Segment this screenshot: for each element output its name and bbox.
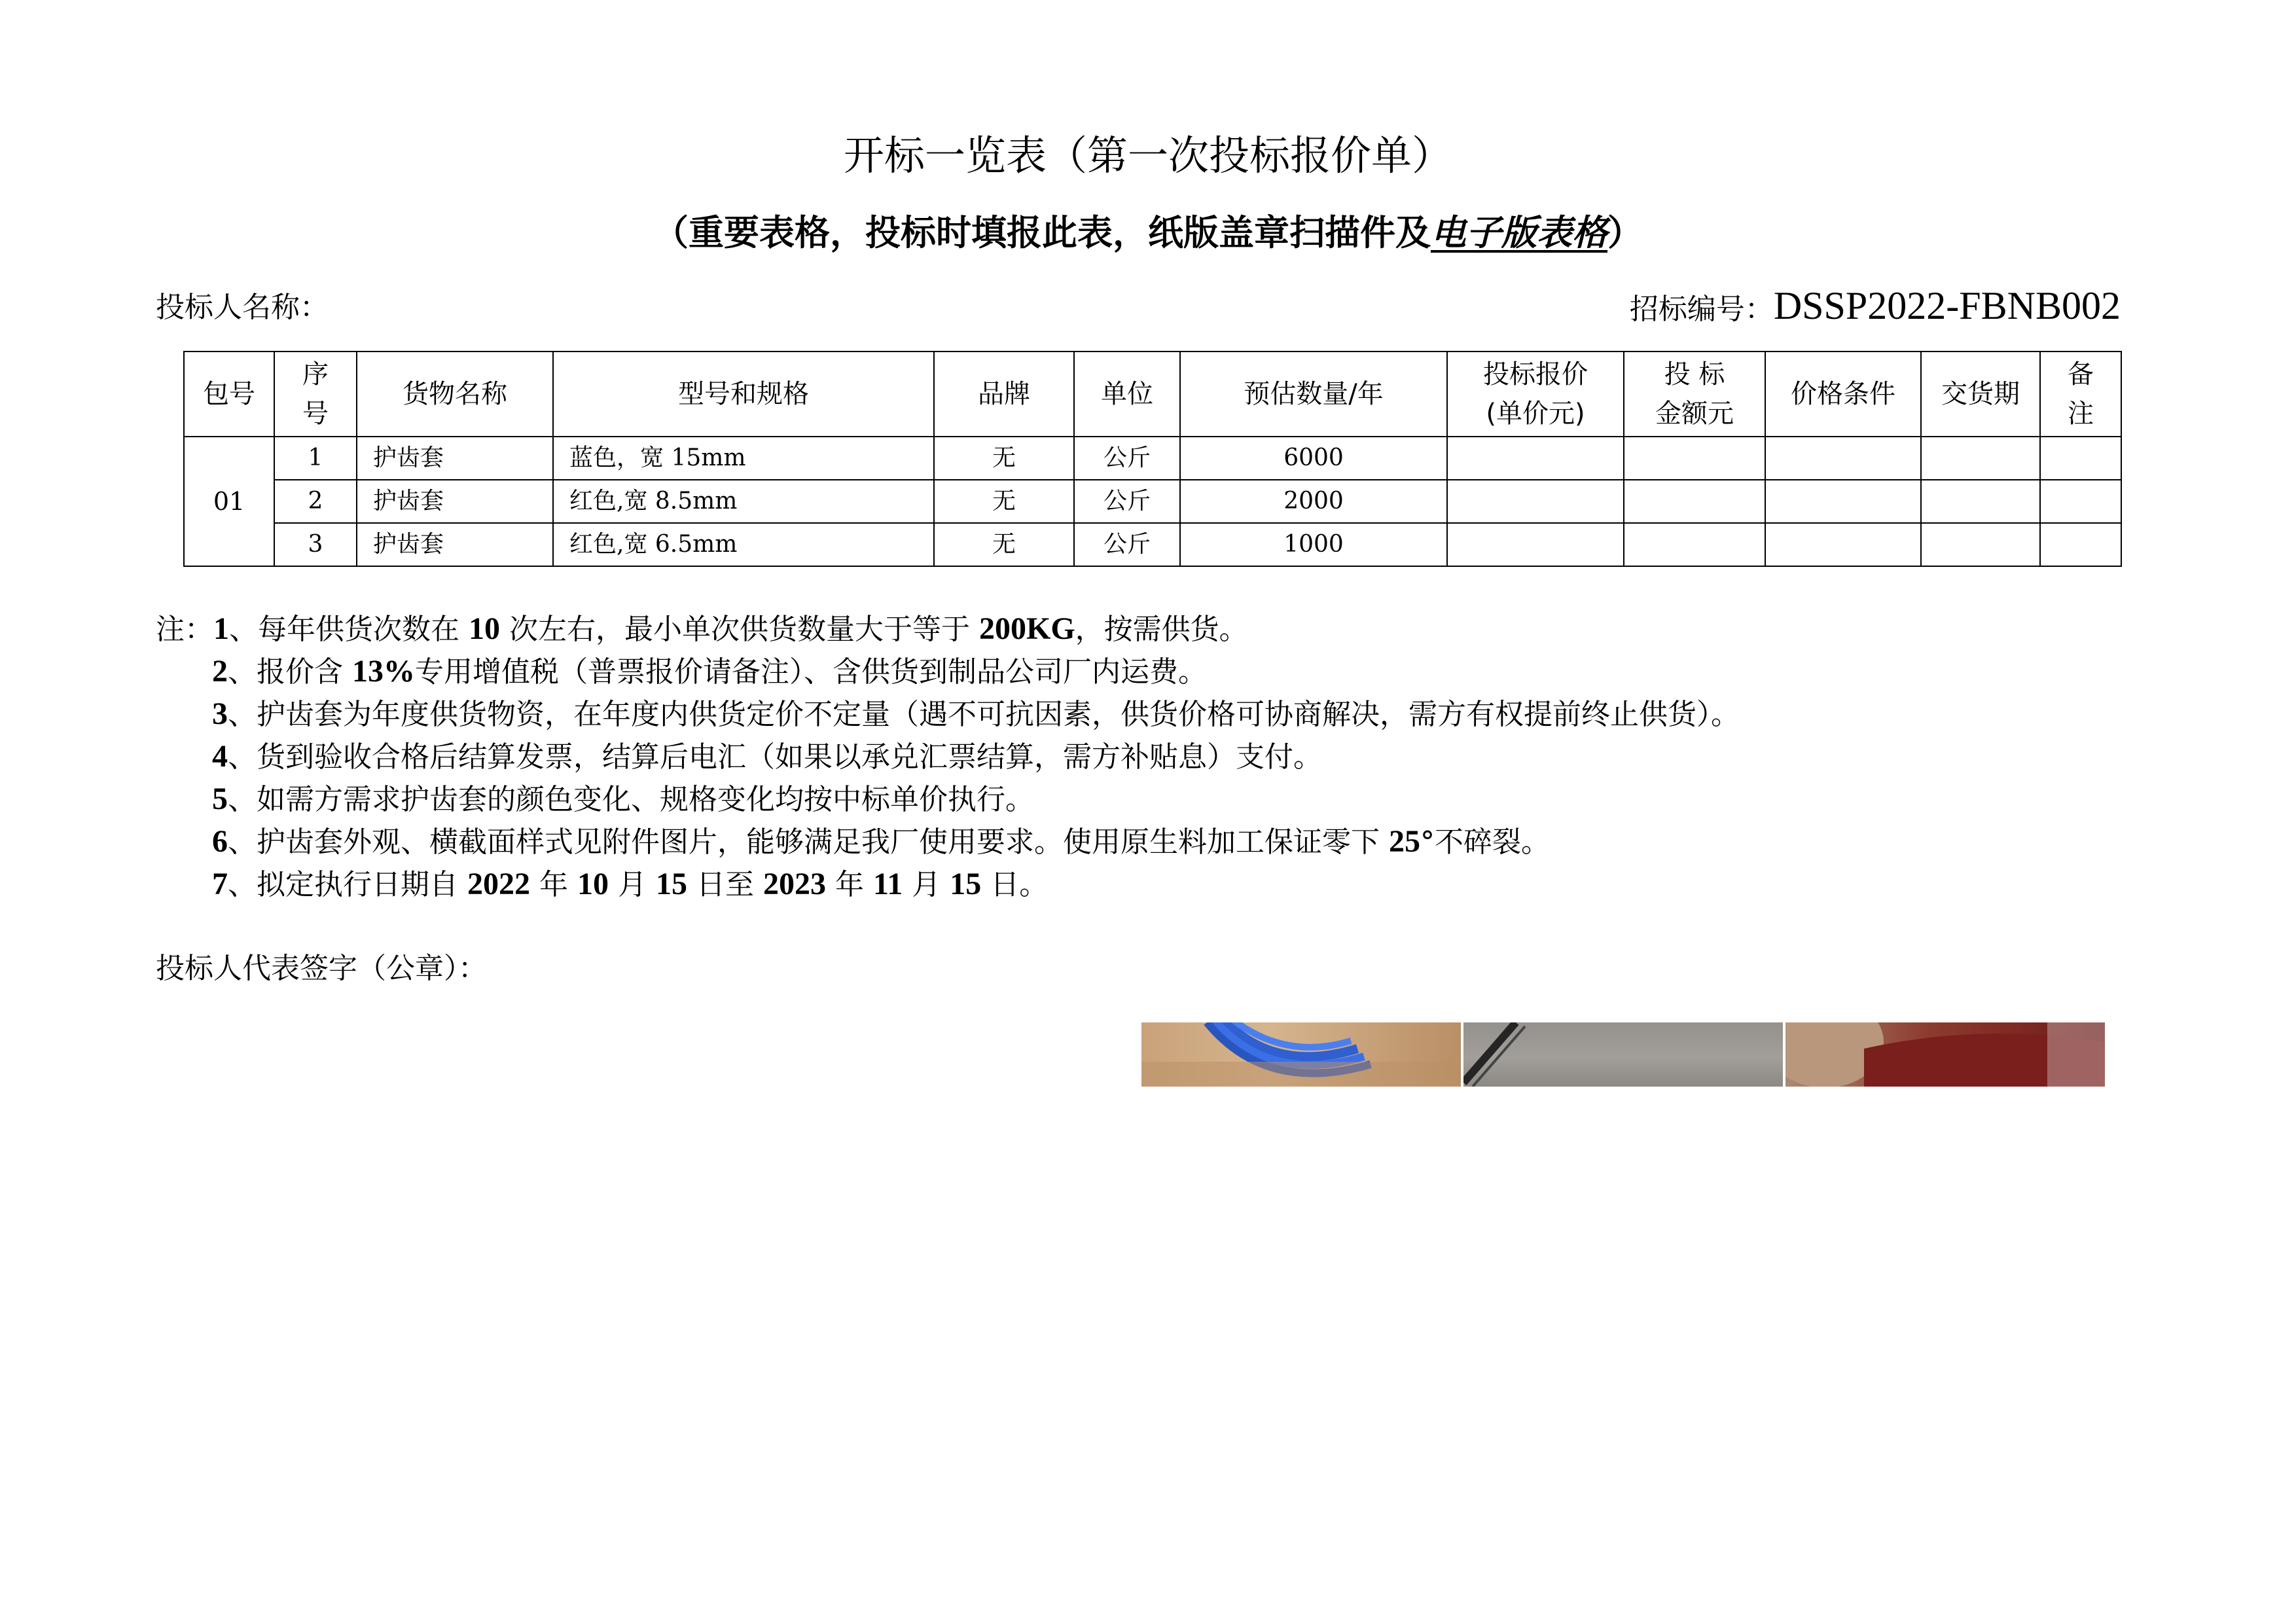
header-model-spec: 型号和规格 (553, 352, 934, 437)
quantity-cell: 2000 (1180, 480, 1447, 523)
note-5 (156, 778, 1740, 820)
product-photo-cross-section (1463, 1022, 1783, 1087)
header-estimated-quantity: 预估数量/年 (1180, 352, 1447, 437)
note-number: 15 (655, 867, 687, 901)
bid-amount-cell[interactable] (1624, 480, 1765, 523)
note-number: 11 (872, 867, 903, 901)
red-guard-image (1785, 1022, 2105, 1087)
quantity-cell: 6000 (1180, 437, 1447, 480)
note-text: 、护齿套为年度供货物资，在年度内供货定价不定量（遇不可抗因素，供货价格可协商解决，需方有权提前终止供货）。 (228, 698, 1740, 731)
note-text: 、如需方需求护齿套的颜色变化、规格变化均按中标单价执行。 (228, 783, 1034, 816)
bid-amount-cell[interactable] (1624, 437, 1765, 480)
note-text: °不碎裂。 (1420, 825, 1550, 859)
table-row (184, 480, 2121, 523)
note-3 (156, 693, 1740, 735)
remarks-cell[interactable] (2040, 437, 2121, 480)
delivery-cell[interactable] (1921, 437, 2040, 480)
price-terms-cell[interactable] (1765, 480, 1921, 523)
note-text: 月 (903, 868, 950, 901)
subtitle-end-text: ） (1607, 212, 1643, 253)
note-text: 次左右，最小单次供货数量大于等于 (500, 613, 979, 646)
unit-cell: 公斤 (1074, 437, 1180, 480)
table-header-row (184, 352, 2121, 437)
note-number: 2 (212, 654, 228, 689)
bidder-signature-label: 投标人代表签字（公章）： (156, 952, 487, 985)
header-bid-price (1447, 352, 1624, 437)
header-seq-line1: 序 (302, 359, 329, 389)
product-photo-red-guard (1785, 1022, 2105, 1087)
note-2 (156, 650, 1740, 693)
note-number: 10 (577, 867, 609, 901)
header-bid-amount (1624, 352, 1765, 437)
document-subtitle (0, 208, 2296, 258)
note-text: 年 (530, 868, 577, 901)
quantity-cell: 1000 (1180, 523, 1447, 566)
note-text: 、护齿套外观、横截面样式见附件图片，能够满足我厂使用要求。使用原生料加工保证零下 (228, 825, 1389, 859)
notes-section (156, 607, 1740, 905)
header-seq-line2: 号 (302, 399, 329, 429)
goods-name-cell: 护齿套 (357, 523, 553, 566)
header-seq (274, 352, 357, 437)
note-text: 日至 (687, 868, 763, 901)
note-6 (156, 820, 1740, 863)
note-text: ，按需供货。 (1075, 613, 1248, 646)
note-text: 、货到验收合格后结算发票，结算后电汇（如果以承兑汇票结算，需方补贴息）支付。 (228, 740, 1322, 774)
table-row (184, 437, 2121, 480)
black-strip-image (1463, 1022, 1783, 1087)
note-number: 3 (212, 696, 228, 731)
bid-amount-cell[interactable] (1624, 523, 1765, 566)
delivery-cell[interactable] (1921, 480, 2040, 523)
header-brand: 品牌 (934, 352, 1074, 437)
note-text: 年 (825, 868, 873, 901)
subtitle-main-text: （重要表格，投标时填报此表，纸版盖章扫描件及 (653, 212, 1431, 253)
table-row (184, 523, 2121, 566)
tender-number-label: 招标编号： (1629, 293, 1774, 326)
note-number: 7 (212, 867, 228, 901)
brand-cell: 无 (934, 523, 1074, 566)
header-remarks (2040, 352, 2121, 437)
bid-price-cell[interactable] (1447, 437, 1624, 480)
product-photo-blue-guard (1141, 1022, 1461, 1087)
price-terms-cell[interactable] (1765, 437, 1921, 480)
notes-prefix: 注： (156, 613, 213, 646)
note-1 (156, 607, 1740, 650)
header-remarks-line1: 备 (2068, 359, 2094, 389)
note-text: 、拟定执行日期自 (228, 868, 467, 901)
brand-cell: 无 (934, 437, 1074, 480)
header-price-terms: 价格条件 (1765, 352, 1921, 437)
remarks-cell[interactable] (2040, 480, 2121, 523)
header-unit: 单位 (1074, 352, 1180, 437)
note-text: 日。 (981, 868, 1049, 901)
package-number-cell: 01 (184, 437, 274, 566)
header-bid-amount-line1: 投 标 (1664, 359, 1725, 389)
note-text: 专用增值税（普票报价请备注）、含供货到制品公司厂内运费。 (415, 655, 1207, 689)
note-7 (156, 863, 1740, 905)
header-delivery: 交货期 (1921, 352, 2040, 437)
note-text: 、报价含 (228, 655, 352, 689)
header-bid-price-line1: 投标报价 (1483, 359, 1588, 389)
goods-name-cell: 护齿套 (357, 437, 553, 480)
seq-cell: 2 (274, 480, 357, 523)
note-number: 10 (469, 611, 500, 646)
note-number: 2022 (467, 867, 530, 901)
delivery-cell[interactable] (1921, 523, 2040, 566)
note-number: 13% (352, 654, 415, 689)
note-4 (156, 735, 1740, 778)
note-number: 5 (212, 782, 228, 816)
seq-cell: 3 (274, 523, 357, 566)
seq-cell: 1 (274, 437, 357, 480)
model-spec-cell: 蓝色，宽 15mm (553, 437, 934, 480)
header-goods-name: 货物名称 (357, 352, 553, 437)
note-number: 2023 (762, 867, 826, 901)
tender-number (1630, 283, 2121, 333)
note-number: 4 (212, 739, 228, 774)
note-number: 200KG (978, 611, 1075, 646)
subtitle-emphasis-text: 电子版表格 (1431, 212, 1607, 253)
note-text: 月 (608, 868, 656, 901)
header-remarks-line2: 注 (2068, 399, 2094, 429)
bid-price-cell[interactable] (1447, 480, 1624, 523)
document-title: 开标一览表（第一次投标报价单） (843, 132, 1452, 179)
note-number: 15 (950, 867, 982, 901)
unit-cell: 公斤 (1074, 480, 1180, 523)
quote-table (183, 351, 2122, 567)
bidder-name-label: 投标人名称： (156, 291, 329, 324)
note-text: 、每年供货次数在 (229, 613, 469, 646)
bid-price-cell[interactable] (1447, 523, 1624, 566)
note-number: 1 (213, 611, 229, 646)
price-terms-cell[interactable] (1765, 523, 1921, 566)
unit-cell: 公斤 (1074, 523, 1180, 566)
header-bid-amount-line2: 金额元 (1655, 399, 1734, 429)
header-package: 包号 (184, 352, 274, 437)
remarks-cell[interactable] (2040, 523, 2121, 566)
note-number: 6 (212, 824, 228, 859)
header-bid-price-line2: (单价元) (1486, 399, 1585, 429)
model-spec-cell: 红色,宽 8.5mm (553, 480, 934, 523)
note-number: 25 (1388, 824, 1420, 859)
tender-number-value: DSSP2022-FBNB002 (1773, 284, 2121, 327)
blue-coil-image (1141, 1022, 1461, 1087)
brand-cell: 无 (934, 480, 1074, 523)
model-spec-cell: 红色,宽 6.5mm (553, 523, 934, 566)
goods-name-cell: 护齿套 (357, 480, 553, 523)
